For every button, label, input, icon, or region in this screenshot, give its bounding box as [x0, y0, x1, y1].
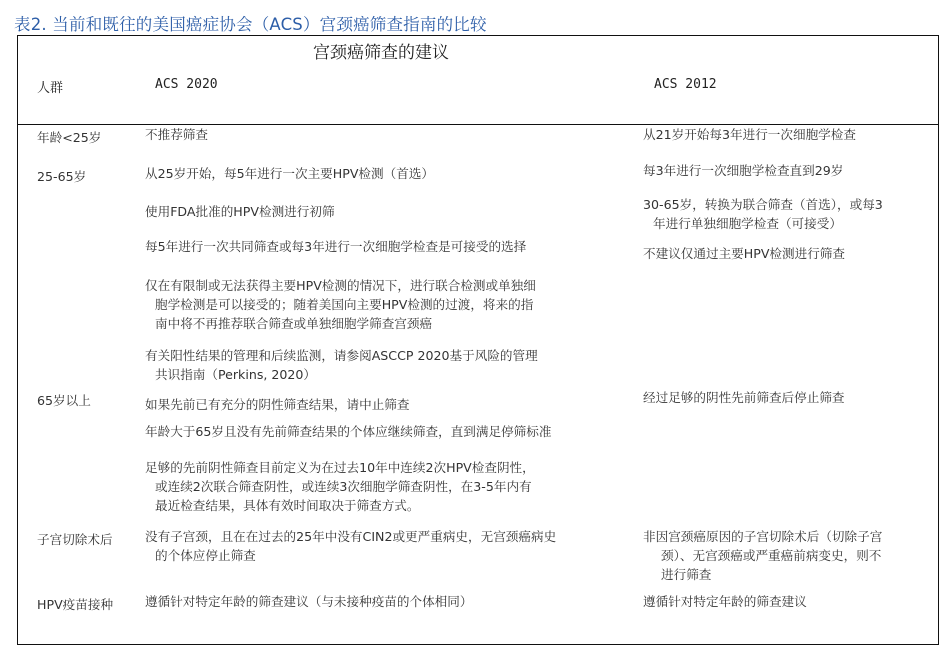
- cell-line: 最近检查结果，具体有效时间取决于筛查方式。: [155, 498, 420, 513]
- cell-line: 进行筛查: [661, 567, 712, 582]
- cell-line: 不推荐筛查: [145, 127, 208, 142]
- cell-line: 从21岁开始每3年进行一次细胞学检查: [643, 127, 856, 142]
- acs2020-cell: [145, 346, 538, 384]
- row-group-label: 年龄<25岁: [37, 130, 102, 145]
- cell-line: 不建议仅通过主要HPV检测进行筛查: [643, 246, 845, 261]
- column-header-population: 人群: [37, 81, 64, 96]
- row-group-label: 子宫切除术后: [37, 532, 113, 547]
- acs2012-cell: [643, 244, 845, 263]
- cell-line: 南中将不再推荐联合筛查或单独细胞学筛查宫颈癌: [155, 316, 433, 331]
- row-group-label: HPV疫苗接种: [37, 597, 114, 612]
- cell-line: 经过足够的阴性先前筛查后停止筛查: [643, 390, 845, 405]
- cell-line: 每3年进行一次细胞学检查直到29岁: [643, 163, 844, 178]
- column-header-acs2020: ACS 2020: [155, 77, 218, 92]
- acs2020-cell: [145, 202, 335, 221]
- acs2012-cell: [643, 527, 882, 584]
- cell-line: 每5年进行一次共同筛查或每3年进行一次细胞学检查是可接受的选择: [145, 239, 527, 254]
- acs2020-cell: [145, 527, 556, 565]
- acs2012-cell: [643, 125, 856, 144]
- acs2012-cell: [643, 592, 807, 611]
- cell-line: 遵循针对特定年龄的筛查建议: [643, 594, 807, 609]
- cell-line: 有关阳性结果的管理和后续监测，请参阅ASCCP 2020基于风险的管理: [145, 348, 538, 363]
- cell-line: 30-65岁，转换为联合筛查（首选），或每3: [643, 197, 883, 212]
- cell-line: 没有子宫颈，且在在过去的25年中没有CIN2或更严重病史，无宫颈癌病史: [145, 529, 557, 544]
- cell-line: 足够的先前阴性筛查目前定义为在过去10年中连续2次HPV检查阴性，: [145, 460, 535, 475]
- acs2020-cell: [145, 592, 472, 611]
- cell-line: 从25岁开始，每5年进行一次主要HPV检测（首选）: [145, 166, 434, 181]
- acs2020-cell: [145, 422, 551, 441]
- row-group-label: 25-65岁: [37, 169, 87, 184]
- row-group-label: 65岁以上: [37, 393, 91, 408]
- cell-line: 仅在有限制或无法获得主要HPV检测的情况下，进行联合检测或单独细: [145, 278, 536, 293]
- super-header: 宫颈癌筛查的建议: [313, 43, 449, 63]
- cell-line: 的个体应停止筛查: [155, 548, 256, 563]
- cell-line: 共识指南（Perkins, 2020）: [155, 367, 317, 382]
- acs2020-cell: [145, 458, 535, 515]
- cell-line: 胞学检测是可以接受的；随着美国向主要HPV检测的过渡，将来的指: [155, 297, 534, 312]
- acs2012-cell: [643, 161, 843, 180]
- table-title: 表2. 当前和既往的美国癌症协会（ACS）宫颈癌筛查指南的比较: [14, 15, 487, 34]
- column-header-acs2012: ACS 2012: [654, 77, 717, 92]
- acs2012-cell: [643, 388, 845, 407]
- cell-line: 或连续2次联合筛查阴性，或连续3次细胞学筛查阴性，在3-5年内有: [155, 479, 532, 494]
- acs2012-cell: [643, 195, 883, 233]
- cell-line: 使用FDA批准的HPV检测进行初筛: [145, 204, 335, 219]
- cell-line: 年龄大于65岁且没有先前筛查结果的个体应继续筛查，直到满足停筛标准: [145, 424, 552, 439]
- acs2020-cell: [145, 276, 536, 333]
- acs2020-cell: [145, 395, 409, 414]
- cell-line: 如果先前已有充分的阴性筛查结果，请中止筛查: [145, 397, 410, 412]
- acs2020-cell: [145, 164, 434, 183]
- cell-line: 年进行单独细胞学检查（可接受）: [653, 216, 842, 231]
- cell-line: 遵循针对特定年龄的筛查建议（与未接种疫苗的个体相同）: [145, 594, 473, 609]
- acs2020-cell: [145, 125, 208, 144]
- cell-line: 非因宫颈癌原因的子宫切除术后（切除子宫: [643, 529, 883, 544]
- cell-line: 颈）、无宫颈癌或严重癌前病变史，则不: [661, 548, 882, 563]
- acs2020-cell: [145, 237, 526, 256]
